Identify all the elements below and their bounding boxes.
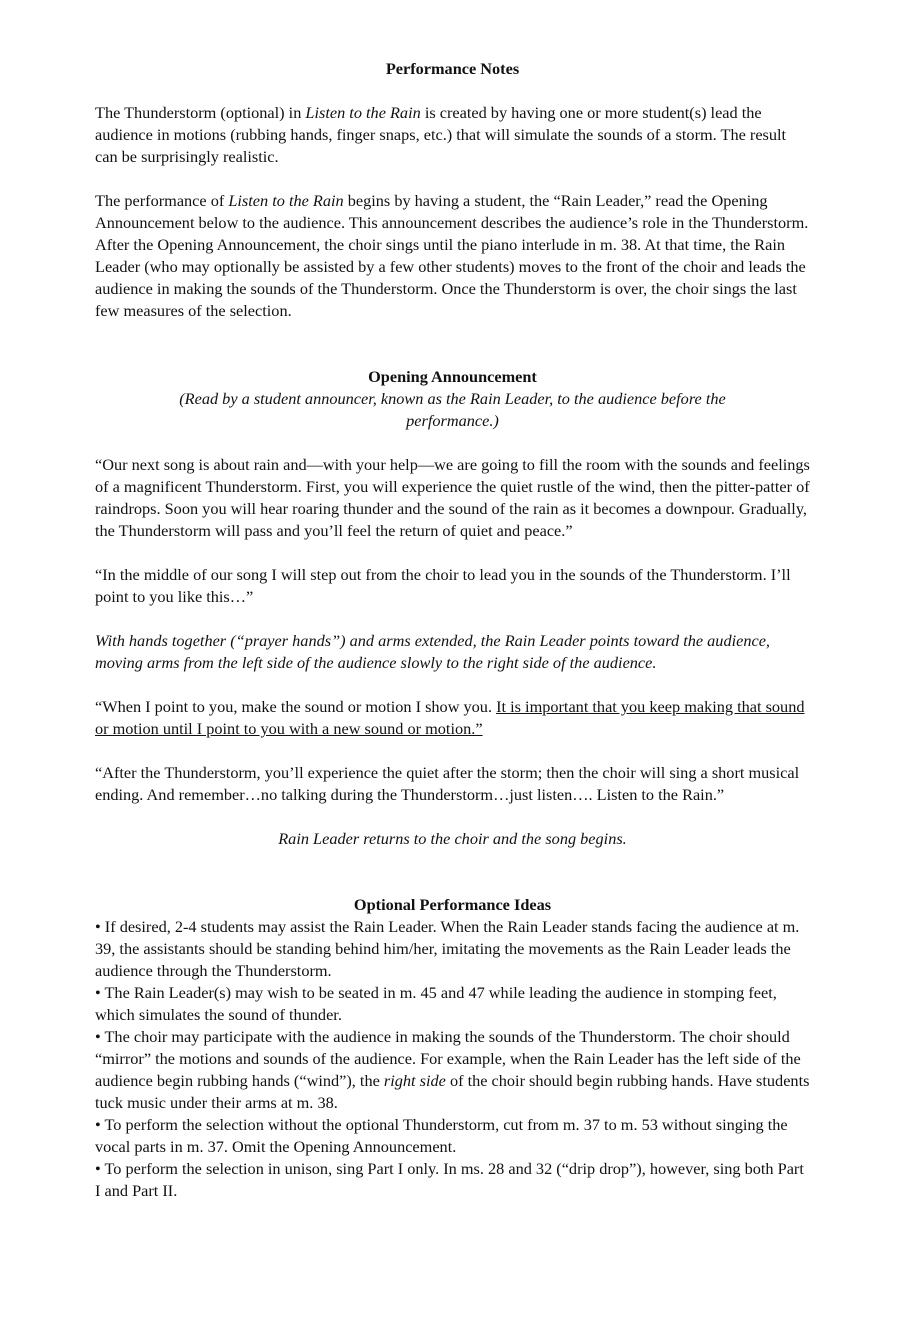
list-item: • To perform the selection without the optional Thunderstorm, cut from m. 37 to m. 53 without singing the vocal parts in m. 37. Omit the Opening Announcement.: [95, 1115, 788, 1156]
performance-notes-paragraph-1: The Thunderstorm (optional) in Listen to the Rain is created by having one or more student(s) lead the audience in motions (rubbing hands, finger snaps, etc.) that will simulate the sounds of a storm. The result can be surprisingly realistic.: [95, 103, 787, 166]
list-item: • The Rain Leader(s) may wish to be seated in m. 45 and 47 while leading the audience in stomping feet, which simulates the sound of thunder.: [95, 983, 777, 1024]
underlined-instruction: It is important that you keep making that sound or motion until I point to you with a new sound or motion.”: [95, 697, 805, 738]
song-title: Listen to the Rain: [305, 103, 421, 122]
optional-ideas-heading: Optional Performance Ideas: [353, 895, 552, 914]
announcement-quote-4: “After the Thunderstorm, you’ll experience the quiet after the storm; then the choir will sing a short musical ending. And remember…no talking during the Thunderstorm…just listen…. Listen to the Rain.”: [95, 763, 800, 804]
opening-announcement-heading: Opening Announcement: [368, 367, 537, 386]
opening-announcement-subtitle: (Read by a student announcer, known as the Rain Leader, to the audience before the performance.): [179, 389, 726, 430]
closing-stage-direction: Rain Leader returns to the choir and the song begins.: [278, 829, 627, 848]
list-item: • To perform the selection in unison, sing Part I only. In ms. 28 and 32 (“drip drop”), however, sing both Part I and Part II.: [95, 1159, 804, 1200]
list-item: • The choir may participate with the audience in making the sounds of the Thunderstorm. The choir should “mirror” the motions and sounds of the audience. For example, when the Rain Leader has the left side of the audience begin rubbing hands (“wind”), the right side of the choir should begin rubbing hands. Have students tuck music under their arms at m. 38.: [95, 1027, 810, 1112]
announcement-quote-2: “In the middle of our song I will step out from the choir to lead you in the sounds of the Thunderstorm. I’ll point to you like this…”: [95, 565, 791, 606]
performance-notes-heading: Performance Notes: [385, 59, 520, 78]
document-page: [95, 58, 810, 1202]
stage-direction: With hands together (“prayer hands”) and arms extended, the Rain Leader points toward the audience, moving arms from the left side of the audience slowly to the right side of the audience.: [95, 631, 770, 672]
performance-notes-paragraph-2: The performance of Listen to the Rain begins by having a student, the “Rain Leader,” read the Opening Announcement below to the audience. This announcement describes the audience’s role in the Thunderstorm. After the Opening Announcement, the choir sings until the piano interlude in m. 38. At that time, the Rain Leader (who may optionally be assisted by a few other students) moves to the front of the choir and leads the audience in making the sounds of the Thunderstorm. Once the Thunderstorm is over, the choir sings the last few measures of the selection.: [95, 191, 809, 320]
list-item: • If desired, 2-4 students may assist the Rain Leader. When the Rain Leader stands facing the audience at m. 39, the assistants should be standing behind him/her, imitating the movements as the Rain Leader leads the audience through the Thunderstorm.: [95, 917, 800, 980]
emphasis-right-side: right side: [383, 1071, 446, 1090]
announcement-quote-1: “Our next song is about rain and—with your help—we are going to fill the room with the sounds and feelings of a magnificent Thunderstorm. First, you will experience the quiet rustle of the wind, then the pitter-patter of raindrops. Soon you will hear roaring thunder and the sound of the rain as it becomes a downpour. Gradually, the Thunderstorm will pass and you’ll feel the return of quiet and peace.”: [95, 455, 810, 540]
song-title: Listen to the Rain: [228, 191, 344, 210]
announcement-quote-3: “When I point to you, make the sound or motion I show you. It is important that you keep making that sound or motion until I point to you with a new sound or motion.”: [95, 697, 805, 738]
